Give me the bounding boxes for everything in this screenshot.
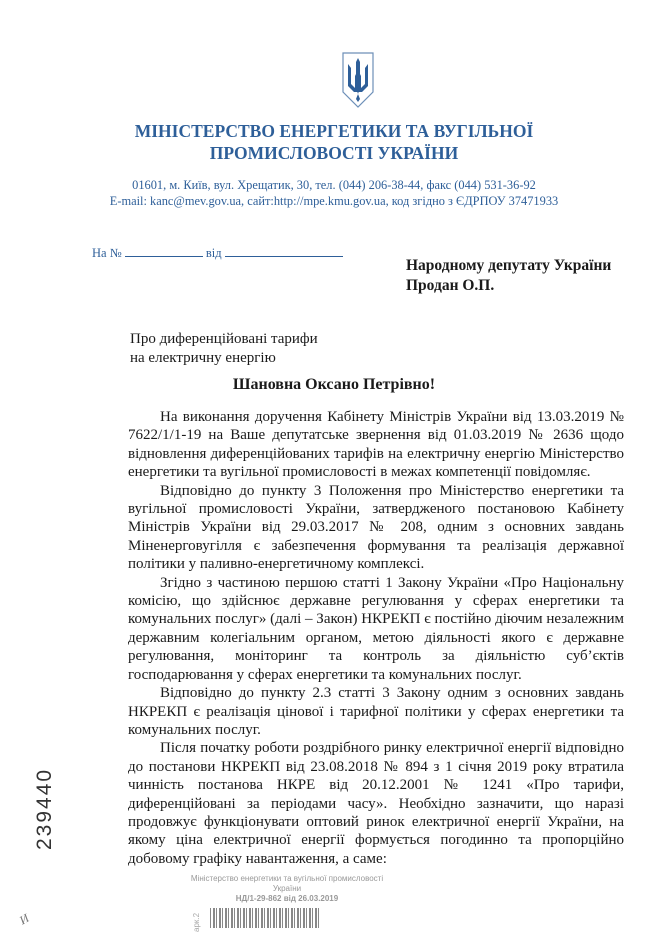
stamp-org: Міністерство енергетики та вугільної промисловості України [190,874,384,893]
ministry-contacts [0,177,668,209]
ministry-name-line2: ПРОМИСЛОВОСТІ УКРАЇНИ [209,143,459,163]
barcode [210,908,320,928]
addressee-title: Народному депутату України [406,257,612,274]
letter-body [128,408,624,868]
ref-date-blank [225,246,343,257]
ref-date-label: від [205,246,222,260]
registration-number: 239440 [33,767,56,850]
greeting: Шановна Оксано Петрівно! [232,376,436,393]
paragraph: Після початку роботи роздрібного ринку електричної енергії відповідно до постанови НКРЕКП від 23.08.2018 № 894 з 1 січня 2019 року втратила чинність постанова НКРЕ від 20.12.2001 № 1241 «Про тарифи, диференційовані за періодами часу». Необхідно зазначити, що наразі продовжує функціонувати оптовий ринок електричної енергії України, на якому ціна електричної енергії формується погодинно та пропорційно добовому графіку навантаження, а саме: [128,740,624,867]
ref-number-label: На № [92,246,122,260]
paragraph: Відповідно до пункту 2.3 статті 3 Закону одним з основних завдань НКРЕКП є реалізація цінової і тарифної політики у сферах енергетики та комунальних послуг. [128,685,624,738]
email-site-line: E-mail: kanc@mev.gov.ua, сайт:http://mpe.kmu.gov.ua, код згідно з ЄДРПОУ 37471933 [109,194,559,208]
paragraph: Відповідно до пункту 3 Положення про Міністерство енергетики та вугільної промисловості України, затвердженого постановою Кабінету Міністрів України від 29.03.2017 № 208, одним з основних завдань Міненерговугілля є забезпечення формування та реалізація державної політики у паливно-енергетичному комплексі. [128,482,624,573]
sheet-number: арк.2 [192,912,201,932]
stamp-reg-number: НД/1-29-862 від 26.03.2019 [235,894,339,903]
reference-line [92,246,343,261]
ministry-name-line1: МІНІСТЕРСТВО ЕНЕРГЕТИКИ ТА ВУГІЛЬНОЇ [134,121,534,141]
paragraph: На виконання доручення Кабінету Міністрів України від 13.03.2019 № 7622/1/1-19 на Ваше депутатське звернення від 01.03.2019 № 2636 щодо відновлення диференційованих тарифів на електричну енергію Міністерство енергетики та вугільної промисловості в межах компетенції повідомляє. [128,409,624,481]
subject-line2: на електричну енергію [130,350,276,366]
address-line: 01601, м. Київ, вул. Хрещатик, 30, тел. (044) 206-38-44, факс (044) 531-36-92 [132,178,536,192]
ministry-name [0,120,668,164]
letter-subject [130,330,318,368]
ref-number-blank [125,246,203,257]
subject-line1: Про диференційовані тарифи [130,331,318,347]
handwritten-mark: И [16,910,32,928]
addressee [406,256,611,296]
addressee-name: Продан О.П. [406,277,495,294]
paragraph: Згідно з частиною першою статті 1 Закону України «Про Національну комісію, що здійснює державне регулювання у сферах енергетики та комунальних послуг» (далі – Закон) НКРЕКП є постійно діючим незалежним державним колегіальним органом, метою діяльності якого є державне регулювання, моніторинг та контроль за діяльністю суб’єктів господарювання у сферах енергетики та комунальних послуг. [128,574,624,683]
registration-stamp [187,874,387,904]
trident-emblem-icon [342,52,374,108]
